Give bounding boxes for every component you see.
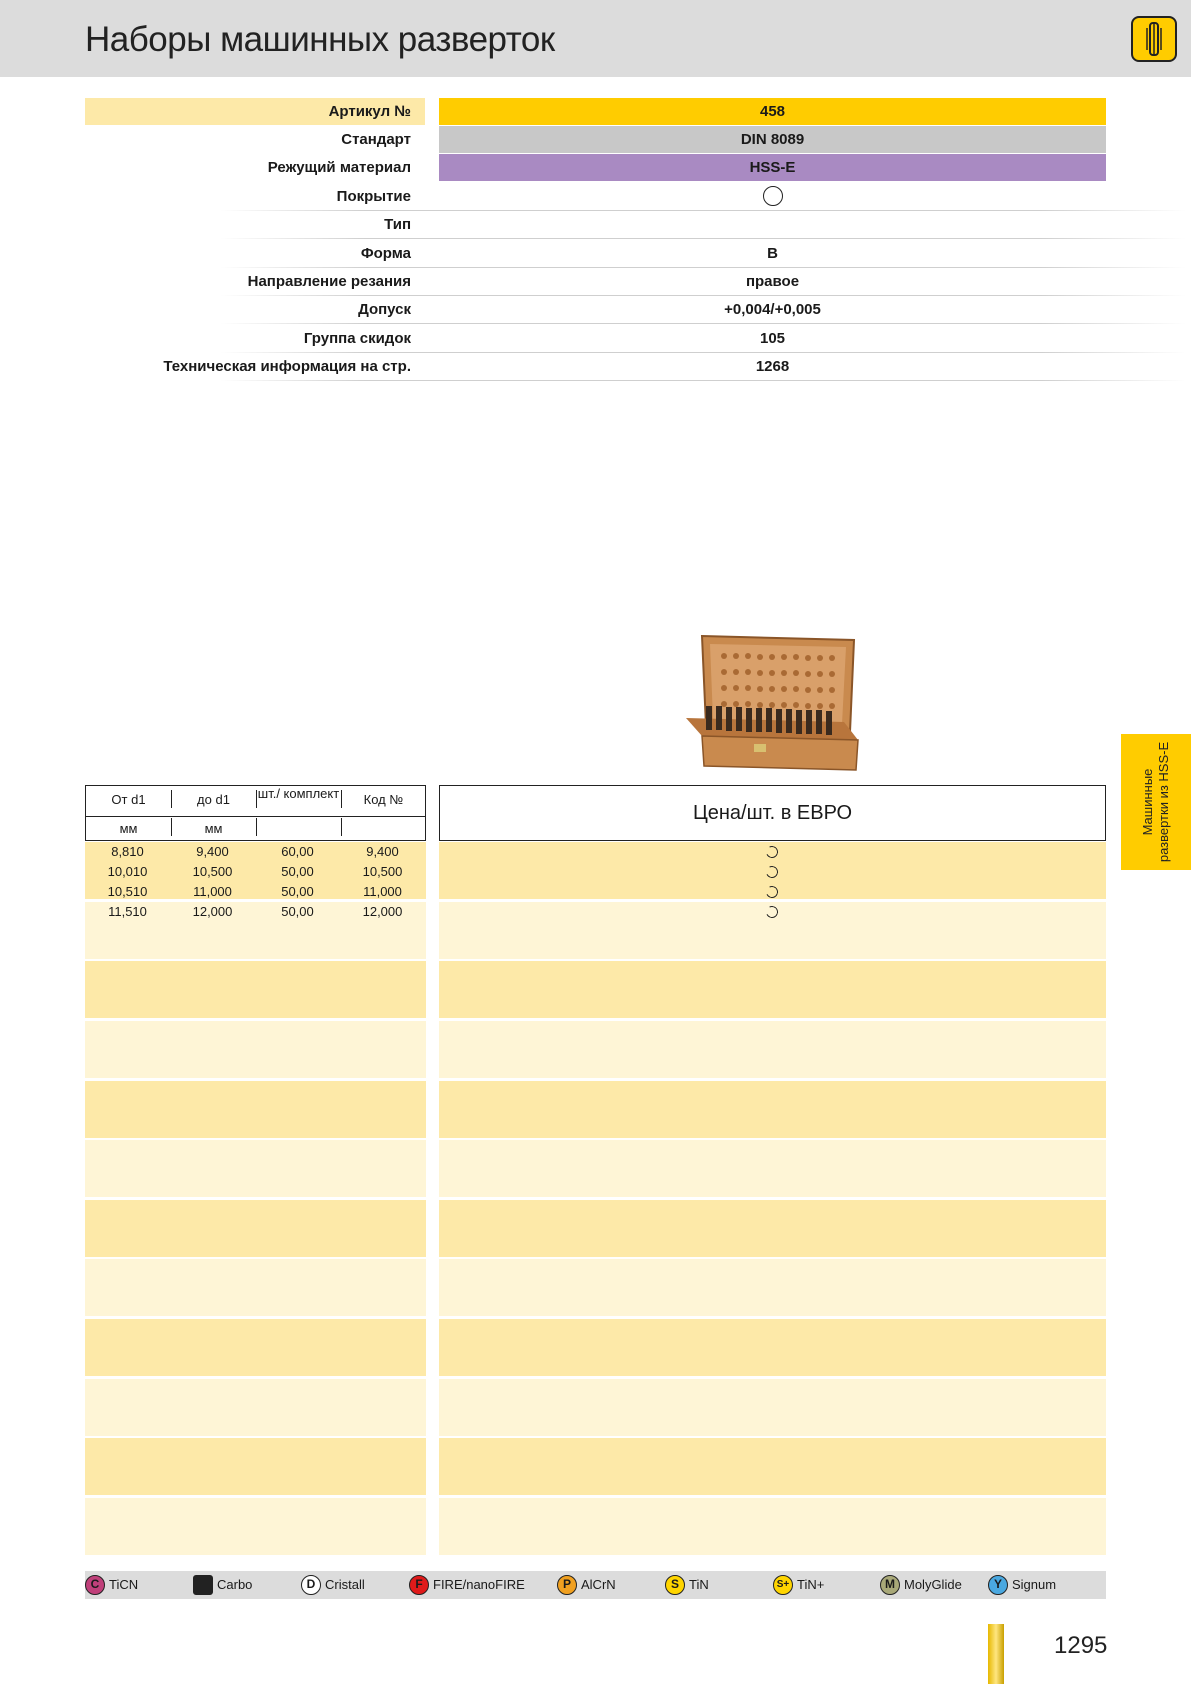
spec-value: 458 xyxy=(439,98,1106,125)
col-separator xyxy=(256,790,257,808)
table-band xyxy=(439,1498,1106,1555)
unit-from-d1: мм xyxy=(119,821,138,836)
page-number: 1295 xyxy=(1054,1632,1108,1659)
legend-label: Signum xyxy=(1012,1577,1057,1592)
table-band xyxy=(85,1319,426,1376)
header-divider xyxy=(86,816,425,817)
cell-code: 9,400 xyxy=(366,844,399,859)
legend-label: Cristall xyxy=(325,1577,365,1592)
legend-label: AlCrN xyxy=(581,1577,616,1592)
cell-from-d1: 11,510 xyxy=(108,904,147,919)
alcrn-coating-icon: P xyxy=(557,1575,577,1595)
spec-row-discount xyxy=(85,325,1106,352)
ticn-coating-icon: C xyxy=(85,1575,105,1595)
spec-value: правое xyxy=(745,273,800,290)
fire-coating-icon: F xyxy=(409,1575,429,1595)
col-header-from-d1: От d1 xyxy=(111,792,146,807)
section-side-tab[interactable] xyxy=(1121,734,1191,870)
col-header-pcs-per-set: шт./ комплект xyxy=(257,786,340,801)
legend-label: MolyGlide xyxy=(904,1577,962,1592)
molyglide-coating-icon: M xyxy=(880,1575,900,1595)
spec-label: Покрытие xyxy=(336,188,411,205)
spec-row-tolerance xyxy=(85,296,1106,323)
row-divider xyxy=(220,238,1186,239)
spec-row-standard xyxy=(85,126,1106,153)
page-title: Наборы машинных разверток xyxy=(85,20,555,59)
cell-pcs: 60,00 xyxy=(281,844,314,859)
col-header-to-d1: до d1 xyxy=(197,792,230,807)
spec-value: +0,004/+0,005 xyxy=(724,301,821,318)
cell-from-d1: 8,810 xyxy=(111,844,144,859)
cell-pcs: 50,00 xyxy=(281,884,314,899)
cell-pcs: 50,00 xyxy=(281,904,314,919)
spec-value: 1268 xyxy=(755,358,790,375)
legend-item-cristall xyxy=(301,1571,365,1599)
table-band xyxy=(85,1498,426,1555)
legend-item-carbo xyxy=(193,1571,252,1599)
cell-code: 12,000 xyxy=(362,904,403,919)
spec-row-form xyxy=(85,240,1106,267)
table-band xyxy=(85,1379,426,1436)
uncoated-circle-icon xyxy=(763,186,783,206)
table-band xyxy=(85,961,426,1018)
table-band xyxy=(439,961,1106,1018)
col-separator xyxy=(341,818,342,836)
side-tab-line1: Машинные xyxy=(1140,768,1155,836)
cell-from-d1: 10,510 xyxy=(107,884,148,899)
product-photo xyxy=(684,622,860,774)
spec-value: B xyxy=(767,245,778,262)
side-tab-line2: развертки из HSS-E xyxy=(1156,741,1171,863)
legend-label: TiCN xyxy=(109,1577,139,1592)
table-band xyxy=(85,1021,426,1078)
cell-pcs: 50,00 xyxy=(281,864,314,879)
col-header-code: Код № xyxy=(363,792,404,807)
table-band xyxy=(85,1438,426,1495)
spec-label: Группа скидок xyxy=(303,330,411,347)
legend-item-fire xyxy=(409,1571,525,1599)
cell-to-d1: 10,500 xyxy=(192,864,233,879)
legend-item-molyglide xyxy=(880,1571,962,1599)
spec-value: HSS-E xyxy=(439,154,1106,181)
legend-item-alcrn xyxy=(557,1571,616,1599)
legend-item-ticn xyxy=(85,1571,138,1599)
cell-to-d1: 12,000 xyxy=(192,904,233,919)
legend-label: TiN xyxy=(689,1577,709,1592)
table-band xyxy=(439,1140,1106,1197)
spec-row-direction xyxy=(85,268,1106,295)
spec-value: 105 xyxy=(759,330,786,347)
unit-to-d1: мм xyxy=(204,821,223,836)
legend-label: TiN+ xyxy=(797,1577,825,1592)
page-marker-bar xyxy=(988,1624,1004,1684)
reamer-logo-icon xyxy=(1131,16,1177,62)
legend-item-tin-plus xyxy=(773,1571,824,1599)
spec-value: DIN 8089 xyxy=(439,126,1106,153)
spec-row-techinfo xyxy=(85,353,1106,380)
col-separator xyxy=(256,818,257,836)
cell-code: 11,000 xyxy=(363,884,402,899)
table-band xyxy=(85,1140,426,1197)
row-divider xyxy=(220,323,1186,324)
table-band xyxy=(85,1200,426,1257)
tin-plus-coating-icon: S+ xyxy=(773,1575,793,1595)
cell-from-d1: 10,010 xyxy=(107,864,148,879)
signum-coating-icon: Y xyxy=(988,1575,1008,1595)
legend-item-tin xyxy=(665,1571,709,1599)
spec-label: Техническая информация на стр. xyxy=(163,358,411,375)
spec-label: Стандарт xyxy=(341,131,411,148)
table-band xyxy=(85,1081,426,1138)
legend-item-signum xyxy=(988,1571,1056,1599)
table-band xyxy=(439,1021,1106,1078)
spec-label: Режущий материал xyxy=(267,159,411,176)
table-band xyxy=(439,1319,1106,1376)
legend-label: FIRE/nanoFIRE xyxy=(433,1577,525,1592)
page-header xyxy=(0,0,1191,77)
cell-to-d1: 11,000 xyxy=(193,884,232,899)
cell-code: 10,500 xyxy=(362,864,403,879)
cell-to-d1: 9,400 xyxy=(196,844,229,859)
coating-legend xyxy=(85,1571,1106,1599)
table-band xyxy=(439,1081,1106,1138)
carbo-coating-icon xyxy=(193,1575,213,1595)
spec-value xyxy=(439,211,1106,238)
col-separator xyxy=(341,790,342,808)
table-header-price: Цена/шт. в ЕВРО xyxy=(439,785,1106,841)
cristall-coating-icon: D xyxy=(301,1575,321,1595)
table-band xyxy=(439,1259,1106,1316)
spec-label: Артикул № xyxy=(328,103,411,120)
legend-label: Carbo xyxy=(217,1577,253,1592)
col-separator xyxy=(171,818,172,836)
tin-coating-icon: S xyxy=(665,1575,685,1595)
spec-label: Направление резания xyxy=(247,273,411,290)
spec-row-coating xyxy=(85,183,1106,210)
spec-row-article xyxy=(85,98,1106,125)
table-header-dimensions xyxy=(85,785,426,841)
spec-label: Форма xyxy=(360,245,411,262)
table-band xyxy=(439,1438,1106,1495)
table-band xyxy=(439,1379,1106,1436)
table-band xyxy=(439,1200,1106,1257)
spec-label: Тип xyxy=(384,216,411,233)
spec-label: Допуск xyxy=(358,301,411,318)
spec-row-type xyxy=(85,211,1106,238)
col-separator xyxy=(171,790,172,808)
table-band xyxy=(85,1259,426,1316)
row-divider xyxy=(220,380,1186,381)
spec-row-material xyxy=(85,154,1106,181)
